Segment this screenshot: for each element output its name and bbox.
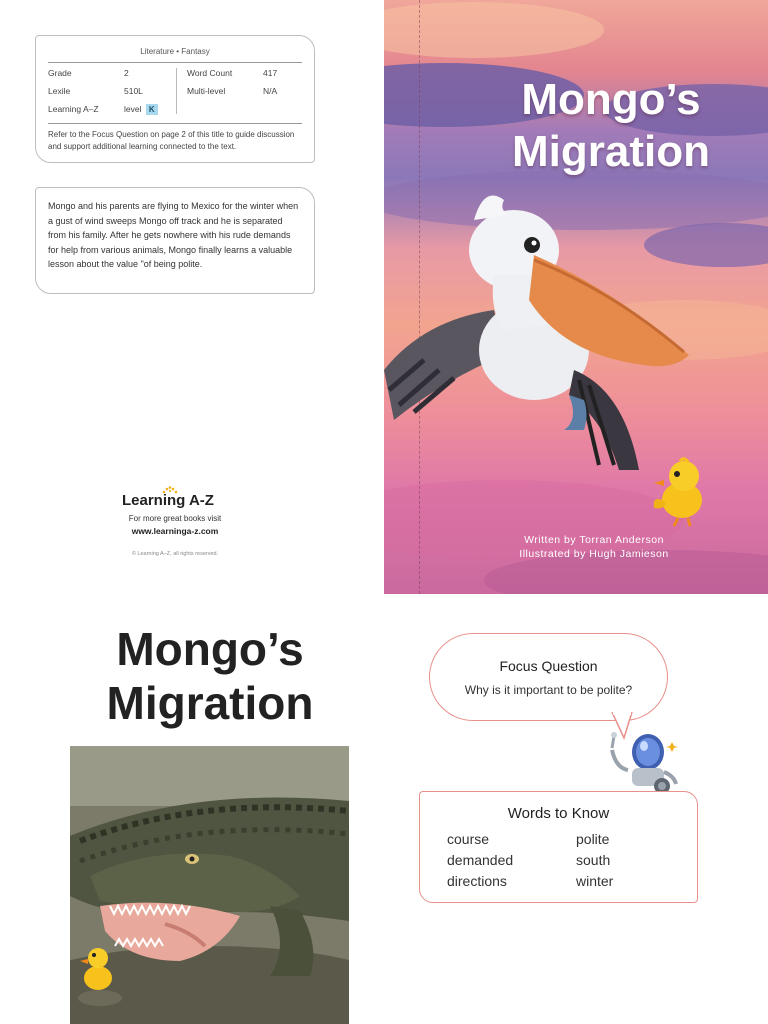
- pelican-illustration: [384, 180, 704, 480]
- focus-question-bubble: [429, 633, 668, 721]
- vocab-word: polite: [576, 831, 610, 847]
- level-value-text: level: [124, 104, 142, 114]
- title-line1: Mongo’s: [116, 623, 304, 675]
- title-line2: Migration: [106, 677, 314, 729]
- level-value: [124, 104, 158, 115]
- level-label: Learning A–Z: [48, 104, 99, 114]
- focus-question-text: Why is it important to be polite?: [464, 683, 633, 697]
- duckling-illustration: [650, 456, 710, 528]
- title-page-heading: [60, 622, 360, 730]
- vocab-word: demanded: [447, 852, 514, 868]
- logo-text: Learning A-Z: [122, 492, 214, 509]
- word-count-label: Word Count: [187, 68, 233, 78]
- divider: [48, 62, 302, 63]
- crocodile-illustration: [70, 746, 349, 1024]
- illustrator-credit: Illustrated by Hugh Jamieson: [519, 548, 669, 560]
- words-to-know-box: [419, 791, 698, 903]
- divider: [48, 123, 302, 124]
- vocab-word: winter: [576, 873, 614, 889]
- vocab-word: south: [576, 852, 611, 868]
- multi-level-value: N/A: [263, 86, 278, 96]
- words-to-know-heading: Words to Know: [507, 805, 610, 822]
- lexile-label: Lexile: [48, 86, 71, 96]
- author-credit: Written by Torran Anderson: [524, 534, 664, 546]
- grade-label: Grade: [48, 68, 72, 78]
- website-link[interactable]: www.learninga-z.com: [131, 526, 219, 536]
- learning-az-logo: [122, 486, 232, 512]
- summary-text: Mongo and his parents are flying to Mexico for the winter when a gust of wind sweeps Mongo off track and he is separated from his family. After he gets nowhere with his rude demands for help from various animals, Mongo finally learns a valuable lesson about the value "of being polite.: [48, 201, 299, 270]
- vocab-word: directions: [447, 873, 507, 889]
- crocodile-scene: [70, 746, 349, 1024]
- genre-label: Literature • Fantasy: [140, 47, 210, 56]
- focus-heading: Focus Question: [499, 658, 598, 674]
- word-count-value: 417: [263, 68, 278, 78]
- level-badge: K: [146, 104, 158, 115]
- grade-value: 2: [124, 68, 129, 78]
- focus-note: Refer to the Focus Question on page 2 of this title to guide discussion and support additional learning connected to the text.: [48, 130, 295, 151]
- lexile-value: 510L: [124, 86, 143, 96]
- divider: [176, 68, 177, 114]
- multi-level-label: Multi-level: [187, 86, 226, 96]
- cover-title: [454, 74, 768, 178]
- visit-text: For more great books visit: [128, 514, 222, 523]
- robot-mascot-icon: [604, 728, 682, 798]
- cover-title-line2: Migration: [512, 127, 710, 176]
- front-cover: [384, 0, 768, 594]
- vocab-word: course: [447, 831, 490, 847]
- cover-title-line1: Mongo’s: [521, 75, 701, 124]
- book-info-card: [35, 35, 315, 163]
- summary-card: [35, 187, 315, 294]
- copyright-text: © Learning A–Z, all rights reserved.: [131, 551, 219, 557]
